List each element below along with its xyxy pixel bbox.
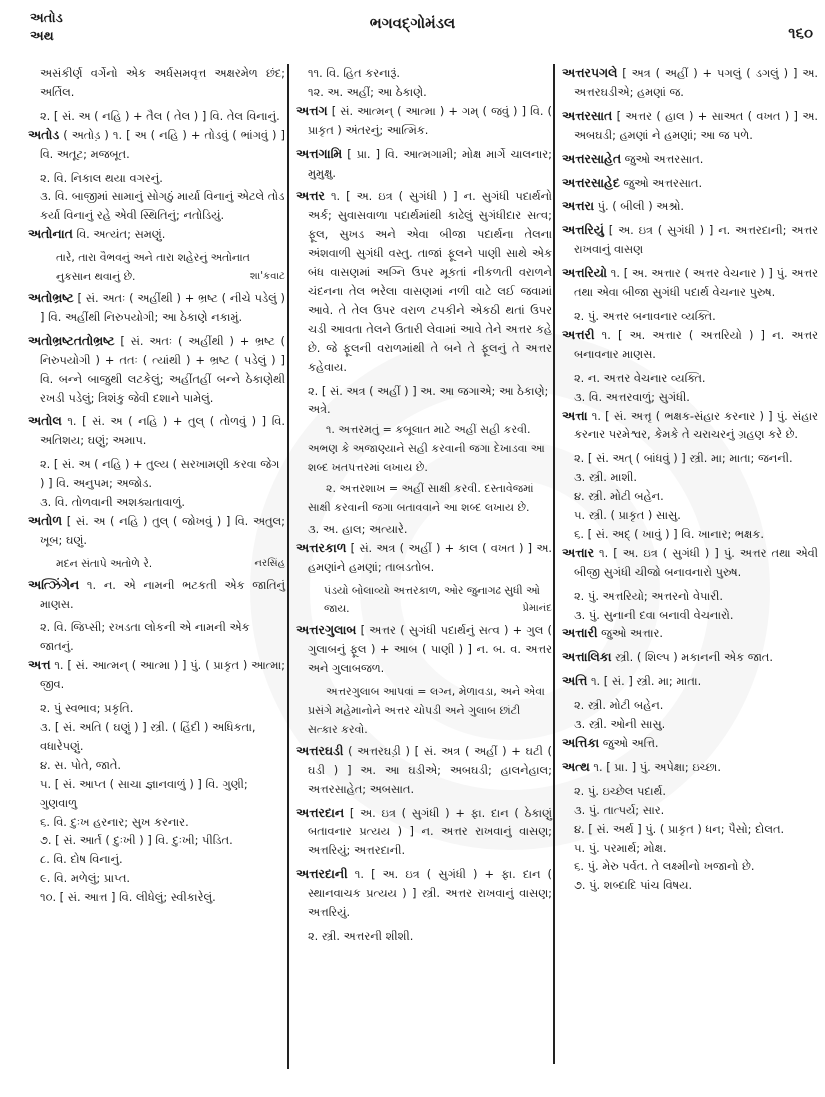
definition-text: ( અત્તરઘડ઼ી ) [ સં. અત્ર ( અહીં ) + ઘટી ( ઘડી ) ] અ. આ ઘડીએ; અબઘડી; હાલનેહાલ; અત્તરસાહેત; અબસાત. [308, 743, 552, 796]
dictionary-entry [296, 621, 552, 678]
dictionary-entry [28, 289, 285, 327]
headword: અત્તરિયો [562, 265, 607, 281]
quote-text: મદન સંતાપે અતોળે રે. [56, 556, 153, 570]
headword: અત્તા [562, 407, 588, 423]
column-divider [287, 64, 289, 1069]
definition-text: [ અત્ર ( અહીં ) + પગલું ( ડગલું ) ] અ. અત્તરઘડીએ; હમણાં જ. [574, 66, 818, 99]
definition-text: જુઓ અત્તિ. [599, 736, 659, 750]
dictionary-entry [296, 145, 552, 183]
definition-text: વિ. અત્યંત; સમણું. [72, 227, 166, 242]
headword: અત્તારી [562, 625, 598, 641]
citation-quote [28, 249, 285, 287]
sense-definition: ૨. [ સં. અ ( નહિ ) + તુલ્ય ( સરખામણી કરવા જેગ ) ] વિ. અનુપમ; અજોડ. [40, 457, 280, 491]
headword: અત્ત [28, 657, 51, 673]
dictionary-entry [562, 107, 818, 145]
dictionary-entry [28, 332, 285, 408]
headword: અત્તાર [562, 544, 594, 560]
definition-text: ૧. ન. એ નામની ભટકતી એક જાતિનું માણસ. [40, 577, 285, 611]
headword: અત્તરકાળ [296, 539, 347, 555]
sense-definition: ૩. પું. સુનાની દવા બનાવી વેચનારો. [574, 607, 734, 622]
sense-definition: ૬. વિ. દુઃખ હરનાર; સુખ કરનાર. [40, 814, 189, 829]
definition-text: [ અ. ઇત્ર ( સુગંધી ) + ફા. દાન ( ઠેકાણું બતાવનાર પ્રત્યય ) ] ન. અત્તર રાખવાનું વાસણ; અત્તરિયું; અત્તરદાની. [308, 805, 552, 858]
dictionary-entry [296, 742, 552, 799]
column-middle [296, 64, 552, 946]
sense-definition: ૫. [ સં. આપ્ત ( સાચા જ્ઞાનવાળું ) ] વિ. ગુણી; ગુણવાળુ [40, 776, 248, 810]
dictionary-entry [562, 197, 818, 216]
dictionary-entry [562, 544, 818, 582]
headword: અત્તાલિકા [562, 649, 612, 665]
quote-text: તારે, તારા વૈભવનું અને તારા શહેરનું અતોનાત નુકસાન થવાનું છે. [56, 251, 250, 284]
headword: અતોભ્રષ્ટ [28, 289, 74, 305]
headword: અત્તિકા [562, 735, 600, 750]
headword: અત્થ [562, 758, 590, 774]
headword: અત્તરઘડી [296, 742, 344, 758]
definition-text: ૧. [ અ. ઇત્ર ( સુગંધી ) ] ન. સુગંધી પદાર્થનો અર્ક; સુવાસવાળા પદાર્થમાંથી કાઢેલું સુગંધીદાર સત્વ; ફૂલ, સુખડ અને એવા બીજા પદાર્થના તેલના અંશવાળી સુગંધી વસ્તુ. તાજાં ફૂલને પાણી સાથે એક બંધ વાસણમાં અગ્નિ ઉપર મૂકતાં નીકળતી વરાળને ચંદનના તેલ ભરેલા વાસણમાં નળી વાટે લઈ જવામાં આવે. તે તેલ ઉપર વરાળ ટપકીને એકઠી થતાં ઉપર ચડી આવતા તેલને ઉતારી લેવામાં આવે તેને અત્તર કહે છે. જે ફૂલની વરાળમાંથી તે બને તે ફૂલનું તે અત્તર કહેવાય. [308, 189, 552, 374]
definition-text: જુઓ અત્તાર. [597, 626, 664, 641]
headword: અત્તગામિ [296, 145, 343, 161]
dictionary-entry [562, 407, 818, 445]
sense-definition: ૨. સ્ત્રી. મોટી બહેન. [574, 698, 664, 713]
headword: અત્તરદાની [296, 866, 348, 882]
dictionary-entry [28, 412, 285, 450]
definition-text: ૧. [ અ. ઇત્ર ( સુગંધી ) ] પું. અત્તર તથા એવી બીજી સુગંધી ચીજો બનાવનારો પુરુષ. [574, 545, 818, 579]
sense-definition: ૨. [ સં. અત્ ( બાંધવું ) ] સ્ત્રી. મા; માતા; જનની. [574, 451, 793, 466]
sense-definition: ૨. પું. અત્તરિયો; અત્તરનો વેપારી. [574, 588, 723, 603]
headword: અત્તરસાત [562, 107, 613, 123]
definition-text: જુઓ અત્તરસાત. [621, 151, 704, 166]
sense-definition: ૨. પું. અત્તર બનાવનાર વ્યક્તિ. [574, 308, 716, 323]
definition-text: [ સં. અ ( નહિ ) તુલ્ ( જોખવું ) ] વિ. અતુલ; ખૂબ; ઘણું. [40, 513, 285, 547]
definition-text: સ્ત્રી. ( શિલ્પ ) મકાનની એક જાત. [611, 650, 773, 665]
sense-definition: ૩. [ સં. અતિ ( ઘણું ) ] સ્ત્રી. ( હિંદી ) અધિકતા, વધારેપણું. [40, 720, 256, 753]
headword: અત્તરસાહેદ [562, 174, 620, 190]
sense-definition: ૨. સ્ત્રી. અત્તરની શીશી. [308, 928, 414, 943]
dictionary-entry [562, 734, 818, 753]
sense-definition: ૩. વિ. તોળવાની અશક્યતાવાળું. [40, 495, 185, 510]
page-title: ભગવદ્ગોમંડલ [369, 14, 456, 32]
sense-definition: ૧૦. [ સં. આત્ત ] વિ. લીધેલું; સ્વીકારેલું. [40, 890, 216, 905]
definition-text: [ સં. અતઃ ( અહીંથી ) + ભ્રષ્ટ ( નીચે પડેલું ) ] વિ. અહીંથી નિરુપયોગી; આ ઠેકાણે નકામું. [40, 290, 285, 324]
dictionary-entry [562, 648, 818, 667]
quote-source: નરસિંહ [254, 557, 285, 569]
dictionary-entry [562, 150, 818, 169]
sense-definition: ૨. ન. અત્તર વેચનાર વ્યક્તિ. [574, 370, 706, 385]
definition-text: ૧. [ અ. ઇત્ર ( સુગંધી ) + ફા. દાન ( સ્થાનવાચક પ્રત્યય ) ] સ્ત્રી. અત્તર રાખવાનું વાસણ; અત્તરિયું. [308, 867, 552, 920]
definition-text: [ અત્તર ( સુગંધી પદાર્થનું સત્વ ) + ગુલ ( ગુલાબનું ફૂલ ) + આબ ( પાણી ) ] ન. બ. વ. અત્તર અને ગુલાબજળ. [308, 623, 552, 676]
sense-definition: ૩. વિ. બાજીમાં સામાનું સોગઠું માર્યા વિનાનું એટલે તોડ કર્યા વિનાનું રહે એવી સ્થિતિનું; નતોડિયું. [40, 189, 285, 223]
definition-text: [ સં. અત્ર ( અહીં ) + કાલ ( વખત ) ] અ. હમણાંને હમણાં; તાબડતોબ. [308, 540, 552, 574]
headword: અતોડ [28, 126, 60, 142]
citation-quote [296, 582, 552, 620]
sense-definition: ૨. [ સં. અત્ર ( અહીં ) ] અ. આ જગાએ; આ ઠેકાણે; અત્રે. [308, 383, 549, 417]
continued-definition: અસંકીર્ણ વર્ગેનો એક અર્ધસમવૃત્ત અક્ષરમેળ છંદ; અર્તિલ. [40, 66, 285, 99]
sense-definition: ૩. સ્ત્રી. માશી. [574, 470, 638, 485]
definition-text: જુઓ અત્તરસાત. [619, 175, 703, 190]
dictionary-entry [28, 126, 285, 164]
definition-text: ૧. [ પ્રા. ] પું. અપેક્ષા; ઇચ્છા. [589, 759, 721, 774]
quote-source: પ્રેમાનંદ [522, 603, 552, 615]
headword: અતોભ્રષ્ટતતોભ્રષ્ટ [28, 332, 115, 348]
headword: અત્તરગુલાબ [296, 622, 357, 638]
headword: અતોળ [28, 512, 63, 528]
headword: અત્તરી [562, 326, 595, 342]
sense-definition: ૮. વિ. દોષ વિનાનું. [40, 852, 123, 867]
sense-definition: ૨. વિ. નિકાલ થયા વગરનું. [40, 170, 163, 185]
sense-definition: ૭. પું. શબ્દાદિ પાંચ વિષય. [574, 878, 693, 893]
headword: અતોનાત [28, 226, 73, 242]
usage-example: ૨. અત્તરશાખ = અહીં સાક્ષી કરવી. દસ્તાવેજમાં સાક્ષી કરવાની જગા બતાવવાને આ શબ્દ લખાય છે. [308, 482, 534, 514]
headword: અત્તરપગલે [562, 65, 618, 80]
sense-definition: ૪. સ. પોતે, જાતે. [40, 757, 122, 772]
definition-text: ૧. [ સં. આત્મન્ ( આત્મા ) ] પું. ( પ્રાકૃત ) આત્મા; જીવ. [40, 658, 285, 692]
headword: અત્તગ [296, 102, 328, 118]
sense-definition: ૪. [ સં. અર્થ ] પું. ( પ્રાકૃત ) ધન; પૈસો; દોલત. [574, 821, 785, 836]
column-left [28, 64, 285, 907]
dictionary-entry [296, 804, 552, 861]
guide-word-first: અતોડ [30, 11, 63, 26]
sense-definition: ૫. પું. પરમાર્થ; મોક્ષ. [574, 840, 667, 855]
definition-text: [ પ્રા. ] વિ. આત્મગામી; મોક્ષ માર્ગે ચાલનાર; મુમુક્ષુ. [308, 146, 552, 180]
sense-definition: ૨. [ સં. અ ( નહિ ) + તૈલ ( તેલ ) ] વિ. તેલ વિનાનું. [40, 108, 280, 123]
sense-definition: ૫. સ્ત્રી. ( પ્રાકૃત ) સાસુ. [574, 508, 681, 523]
headword: અત્તર [296, 188, 325, 204]
sense-definition: ૩. સ્ત્રી. ઓની સાસુ. [574, 717, 666, 732]
dictionary-entry [28, 656, 285, 694]
headword: અત્તરા [562, 198, 594, 214]
headword: અતોલ [28, 413, 62, 429]
sense-definition: ૬. પું. મેરુ પર્વત. તે લક્ષ્મીનો ખજાનો છે. [574, 859, 755, 874]
definition-text: પું. ( બીલી ) અશ્રો. [593, 199, 685, 214]
guide-word-last: અથ [30, 29, 54, 44]
dictionary-entry [562, 672, 818, 691]
quote-text: પંડયો બોલાવ્યો અત્તરકાળ, ઓર જુનાગઢ સુધી ઓ જાય. [324, 583, 540, 616]
dictionary-entry [296, 102, 552, 140]
usage-example: અત્તરગુલાબ આપવાં = લગ્ન, મેળાવડા, અને એવા પ્રસંગે મહેમાનોને અત્તર ચોપડી અને ગુલાબ છાંટી સત્કાર કરવો. [308, 685, 545, 736]
sense-definition: ૪. સ્ત્રી. મોટી બહેન. [574, 489, 664, 504]
usage-example: ૧. અત્તરમતું = કબૂલાત માટે અહીં સહી કરવી. અભણ કે અજાણ્યાને સહી કરવાની જગા દેખાડવા આ શબ્દ ખતપત્તરમાં લખાય છે. [308, 423, 545, 475]
citation-quote [28, 555, 285, 574]
column-divider [553, 64, 555, 1064]
quote-source: શા'કવાટ [249, 271, 285, 283]
sense-definition: ૩. વિ. અત્તરવાળું; સુગંધી. [574, 389, 690, 404]
dictionary-entry [296, 865, 552, 922]
definition-text: ૧. [ સં. ] સ્ત્રી. મા; માતા. [587, 674, 702, 689]
sense-definition: ૩. અ. હાલ; અત્યારે. [308, 521, 408, 536]
headword: અત્તિ [562, 673, 588, 689]
sense-definition: ૨. પું સ્વભાવ; પ્રકૃતિ. [40, 701, 134, 716]
dictionary-entry [562, 64, 818, 102]
page-number: ૧૬૦ [788, 24, 813, 42]
dictionary-entry [28, 512, 285, 550]
sense-definition: ૯. વિ. મળેલું; પ્રાપ્ત. [40, 871, 130, 886]
headword: અત્ઝિંગેન [28, 576, 80, 592]
headword: અત્તરદાન [296, 804, 345, 820]
definition-text: ૧. [ સં. અ ( નહિ ) + તુલ્ ( તોળવું ) ] વિ. અતિશય; ઘણું; અમાપ. [40, 414, 285, 448]
sense-definition: ૭. [ સં. આર્ત ( દુઃખી ) ] વિ. દુઃખી; પીડિત. [40, 833, 233, 848]
sense-definition: ૧૧. વિ. હિત કરનારૂં. [308, 66, 401, 80]
headword: અત્તરિયું [562, 222, 604, 238]
definition-text: [ સં. આત્મન્ ( આત્મા ) + ગમ્ ( જવું ) ] વિ. ( પ્રાકૃત ) અંતરનું; આત્મિક. [308, 103, 552, 137]
dictionary-entry [562, 326, 818, 364]
definition-text: [ અત્તર ( હાલ ) + સાઅત ( વખત ) ] અ. અબઘડી; હમણાં ને હમણાં; આ જ પળે. [574, 108, 818, 142]
sense-definition: ૨. પું. ઇચ્છેલ પદાર્થ. [574, 783, 666, 798]
definition-text: ૧. [ અ. અત્તાર ( અત્તરિયો ) ] ન. અત્તર બનાવનાર માણસ. [574, 327, 818, 361]
definition-text: [ અ. ઇત્ર ( સુગંધી ) ] ન. અત્તરદાની; અત્તર રાખવાનું વાસણ [574, 223, 818, 257]
sense-definition: ૧૨. અ. અહીં; આ ઠેકાણે. [308, 84, 427, 99]
dictionary-entry [562, 264, 818, 302]
sense-definition: ૩. પું. તાત્પર્ય; સાર. [574, 802, 665, 817]
sense-definition: ૬. [ સં. અદ્ ( ખાવું ) ] વિ. ખાનાર; ભક્ષક. [574, 526, 764, 541]
sense-definition: ૨. વિ. જિપ્સી; રખડતા લોકની એ નામની એક જાતનું. [40, 620, 250, 654]
dictionary-entry [562, 624, 818, 643]
dictionary-entry [562, 174, 818, 193]
dictionary-entry [28, 225, 285, 244]
definition-text: ૧. [ અ. અત્તાર ( અત્તર વેચનાર ) ] પું. અત્તર તથા એવા બીજા સુગંધી પદાર્થ વેચનાર પુરુષ. [574, 266, 818, 300]
dictionary-entry [296, 539, 552, 577]
dictionary-entry [562, 221, 818, 259]
column-right [562, 64, 818, 895]
headword: અત્તરસાહેત [562, 150, 622, 166]
definition-text: ૧. [ સં. અત્તૃ ( ભક્ષક-સંહાર કરનાર ) ] પું. સંહાર કરનાર પરમેશ્વર, કેમકે તે ચરાચરનું ગ્રહણ કરે છે. [574, 408, 818, 442]
dictionary-entry [28, 576, 285, 614]
dictionary-entry [562, 758, 818, 777]
definition-text: ( અતોડ઼ ) ૧. [ અ ( નહિ ) + તોડવું ( ભાંગવું ) ] વિ. અતૂટ; મજબૂત. [40, 127, 285, 161]
definition-text: [ સં. અતઃ ( અહીંથી ) + ભ્રષ્ટ ( નિરુપયોગી ) + તતઃ ( ત્યાંથી ) + ભ્રષ્ટ ( પડેલું ) ] વિ. બન્ને બાજુથી લટકેલું; અહીંતહીં બન્ને ઠેકાણેથી રખડી પડેલું; ત્રિશંકુ જેવી દશાને પામેલું. [40, 333, 285, 405]
dictionary-entry [296, 187, 552, 376]
